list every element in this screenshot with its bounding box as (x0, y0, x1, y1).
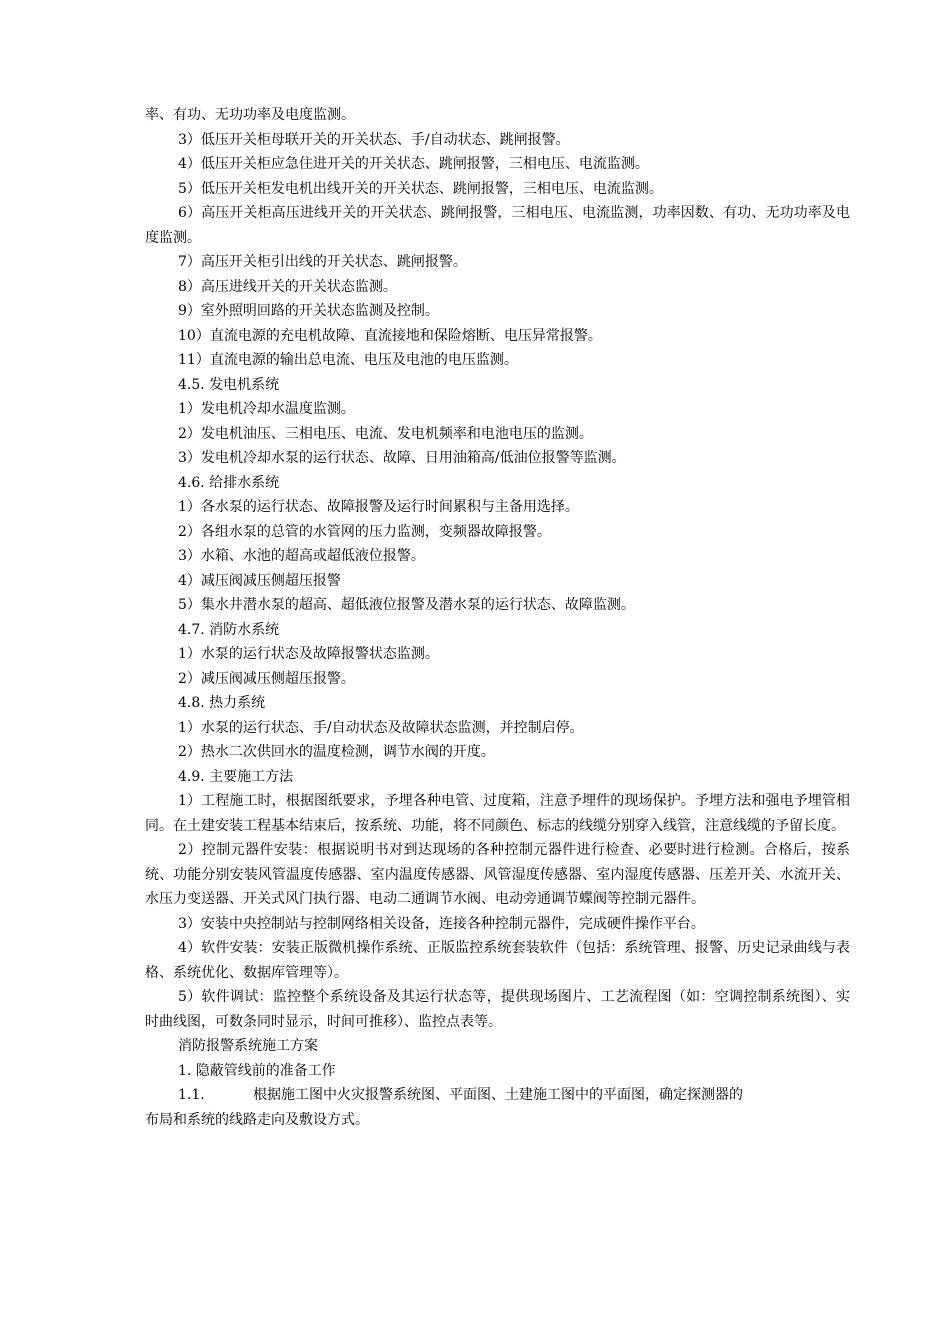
paragraph: 4）软件安装：安装正版微机操作系统、正版监控系统套装软件（包括：系统管理、报警、历史记录曲线与表格、系统优化、数据库管理等）。 (145, 940, 850, 981)
paragraph: 3）低压开关柜母联开关的开关状态、手/自动状态、跳闸报警。 (178, 131, 570, 148)
paragraph-text: 根据施工图中火灾报警系统图、平面图、土建施工图中的平面图，确定探测器的 (253, 1087, 743, 1103)
paragraph: 4.6. 给排水系统 (178, 474, 280, 491)
paragraph-1-1 (145, 1083, 850, 1108)
paragraph: 1）发电机冷却水温度监测。 (178, 401, 355, 417)
paragraph: 4.5. 发电机系统 (178, 376, 280, 393)
paragraph: 4）减压阀减压侧超压报警 (178, 572, 341, 589)
paragraph: 3）安装中央控制站与控制网络相关设备，连接各种控制元器件，完成硬件操作平台。 (178, 915, 705, 932)
paragraph: 1）工程施工时，根据图纸要求，予埋各种电管、过度箱，注意予埋件的现场保护。予埋方法和强电予埋管相同。在土建安装工程基本结束后，按系统、功能，将不同颜色、标志的线缆分别穿入线管，注意线缆的予留长度。 (145, 793, 850, 834)
paragraph: 4）低压开关柜应急住进开关的开关状态、跳闸报警，三相电压、电流监测。 (178, 156, 649, 172)
paragraph: 3）水箱、水池的超高或超低液位报警。 (178, 548, 425, 564)
paragraph: 4.9. 主要施工方法 (178, 768, 294, 785)
paragraph-1-1-continued: 布局和系统的线路走向及敷设方式。 (145, 1111, 369, 1128)
paragraph: 1）各水泵的运行状态、故障报警及运行时间累积与主备用选择。 (178, 499, 579, 515)
paragraph: 2）控制元器件安装：根据说明书对到达现场的各种控制元器件进行检查、必要时进行检测。合格后，按系统、功能分别安装风管温度传感器、室内温度传感器、风管湿度传感器、室内湿度传感器、压差开关、水流开关、水压力变送器、开关式风门执行器、电动二通调节水阀、电动旁通调节蝶阀等控制元器件。 (145, 842, 850, 907)
paragraph-list (145, 103, 850, 1083)
paragraph: 3）发电机冷却水泵的运行状态、故障、日用油箱高/低油位报警等监测。 (178, 450, 626, 466)
paragraph: 消防报警系统施工方案 (178, 1038, 318, 1054)
paragraph: 6）高压开关柜高压进线开关的开关状态、跳闸报警，三相电压、电流监测，功率因数、有功、无功功率及电度监测。 (145, 205, 850, 246)
paragraph: 5）软件调试：监控整个系统设备及其运行状态等，提供现场图片、工艺流程图（如：空调控制系统图）、实时曲线图，可数条同时显示，时间可推移）、监控点表等。 (145, 989, 850, 1030)
paragraph: 2）各组水泵的总管的水管网的压力监测，变频器故障报警。 (178, 523, 551, 540)
paragraph: 9）室外照明回路的开关状态监测及控制。 (178, 303, 439, 319)
paragraph: 8）高压进线开关的开关状态监测。 (178, 278, 397, 295)
paragraph: 1）水泵的运行状态、手/自动状态及故障状态监测，并控制启停。 (178, 719, 584, 736)
paragraph: 1. 隐蔽管线前的准备工作 (178, 1062, 336, 1079)
paragraph: 5）集水井潜水泵的超高、超低液位报警及潜水泵的运行状态、故障监测。 (178, 597, 635, 613)
document-body (145, 103, 850, 1132)
paragraph: 1）水泵的运行状态及故障报警状态监测。 (178, 646, 439, 662)
paragraph: 2）减压阀减压侧超压报警。 (178, 670, 355, 687)
paragraph: 率、有功、无功功率及电度监测。 (145, 107, 355, 123)
paragraph: 5）低压开关柜发电机出线开关的开关状态、跳闸报警，三相电压、电流监测。 (178, 180, 663, 197)
paragraph: 4.8. 热力系统 (178, 695, 266, 711)
section-number: 1.1. (178, 1087, 205, 1103)
paragraph: 10）直流电源的充电机故障、直流接地和保险熔断、电压异常报警。 (178, 327, 602, 344)
paragraph: 4.7. 消防水系统 (178, 621, 280, 638)
paragraph: 2）发电机油压、三相电压、电流、发电机频率和电池电压的监测。 (178, 425, 593, 442)
paragraph: 11）直流电源的输出总电流、电压及电池的电压监测。 (178, 352, 518, 368)
paragraph: 7）高压开关柜引出线的开关状态、跳闸报警。 (178, 254, 467, 270)
paragraph: 2）热水二次供回水的温度检测，调节水阀的开度。 (178, 744, 495, 760)
